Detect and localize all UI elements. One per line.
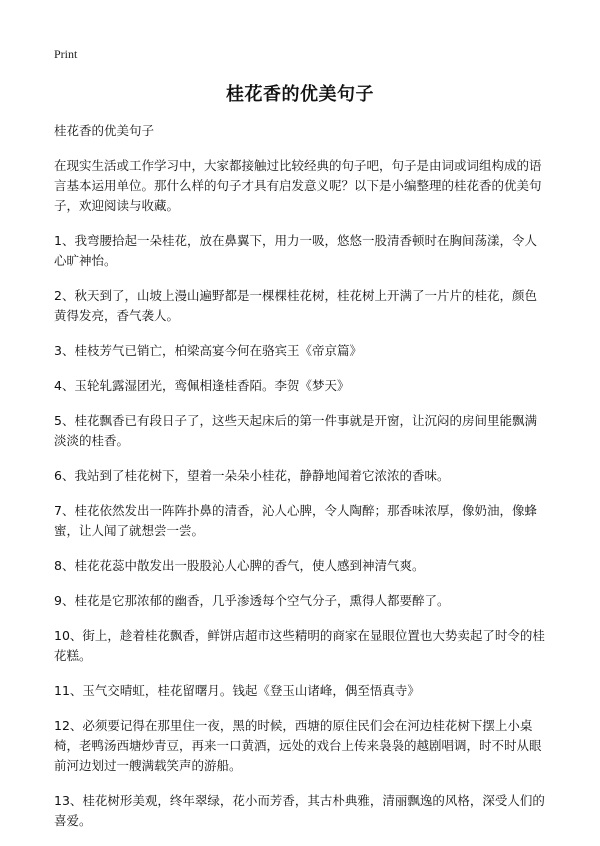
- sentence-item: 2、秋天到了，山坡上漫山遍野都是一棵棵桂花树，桂花树上开满了一片片的桂花，颜色黄得发亮，香气袭人。: [54, 288, 537, 323]
- sentence-item: 10、街上，趁着桂花飘香，鲜饼店超市这些精明的商家在显眼位置也大势卖起了时令的桂花糕。: [54, 628, 545, 663]
- sentence-item: 7、桂花依然发出一阵阵扑鼻的清香，沁人心脾，令人陶醉；那香味浓厚，像奶油，像蜂蜜，让人闻了就想尝一尝。: [54, 503, 537, 538]
- sentence-item: 6、我站到了桂花树下，望着一朵朵小桂花，静静地闻着它浓浓的香味。: [54, 468, 450, 483]
- article-subtitle: 桂花香的优美句子: [54, 123, 155, 138]
- sentence-item: 4、玉轮轧露湿团光，鸾佩相逢桂香陌。李贺《梦天》: [54, 378, 350, 393]
- sentence-item: 1、我弯腰拾起一朵桂花，放在鼻翼下，用力一吸，悠悠一股清香顿时在胸间荡漾，令人心旷神怡。: [54, 233, 537, 268]
- sentence-item: 13、桂花树形美观，终年翠绿，花小而芳香，其古朴典雅，清丽飘逸的风格，深受人们的喜爱。: [54, 793, 545, 828]
- sentence-item: 3、桂枝芳气已销亡，柏梁高宴今何在骆宾王《帝京篇》: [54, 343, 362, 358]
- sentence-item: 11、玉气交晴虹，桂花留曙月。钱起《登玉山诸峰，偶至悟真寺》: [54, 683, 420, 698]
- sentence-item: 5、桂花飘香已有段日子了，这些天起床后的第一件事就是开窗，让沉闷的房间里能飘满淡淡的桂香。: [54, 413, 537, 448]
- intro-paragraph: 在现实生活或工作学习中，大家都接触过比较经典的句子吧，句子是由词或词组构成的语言基本运用单位。那什么样的句子才具有启发意义呢？以下是小编整理的桂花香的优美句子，欢迎阅读与收藏。: [54, 158, 542, 213]
- sentence-item: 8、桂花花蕊中散发出一股股沁人心脾的香气，使人感到神清气爽。: [54, 558, 425, 573]
- sentence-item: 9、桂花是它那浓郁的幽香，几乎渗透每个空气分子，熏得人都要醉了。: [54, 593, 450, 608]
- sentence-item: 12、必须要记得在那里住一夜，黑的时候，西塘的原住民们会在河边桂花树下摆上小桌椅，老鸭汤西塘炒青豆，再来一口黄酒，远处的戏台上传来袅袅的越剧唱调，时不时从眼前河边划过一艘满载笑声的游船。: [54, 718, 542, 773]
- article-body: [54, 121, 548, 846]
- print-link[interactable]: Print: [54, 47, 78, 61]
- page-title: 桂花香的优美句子: [226, 84, 374, 105]
